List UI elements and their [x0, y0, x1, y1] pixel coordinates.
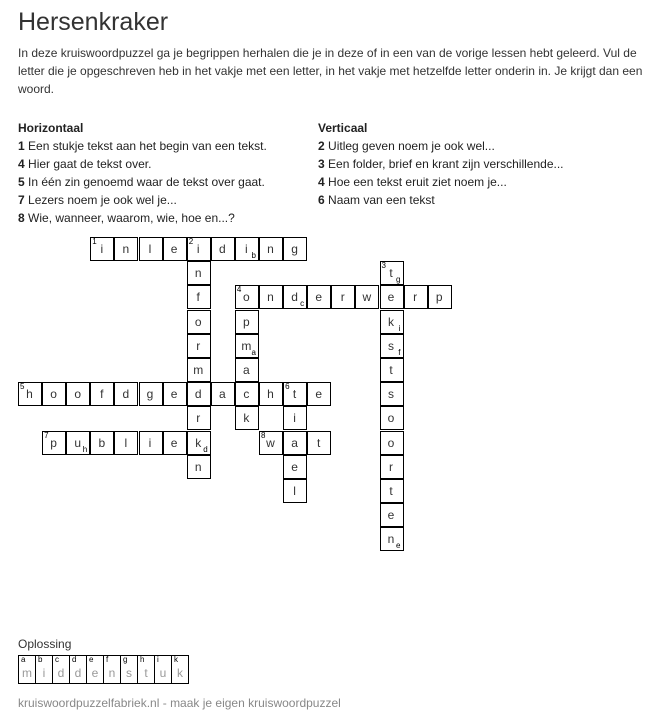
solution-cell-key: h — [140, 655, 145, 664]
clue-text: Wie, wanneer, waarom, wie, hoe en...? — [28, 211, 235, 225]
clue-number-marker: 6 — [285, 382, 290, 392]
cell-letter: i — [100, 242, 105, 256]
crossword-cell[interactable] — [187, 431, 211, 455]
cell-letter: g — [146, 387, 155, 402]
solution-key-marker: b — [251, 251, 256, 260]
cell-letter: n — [194, 459, 203, 474]
crossword-cell[interactable] — [187, 358, 211, 382]
crossword-cell[interactable] — [259, 285, 283, 309]
solution-cell[interactable] — [120, 655, 138, 684]
crossword-cell[interactable] — [139, 382, 163, 406]
cell-letter: e — [170, 435, 179, 450]
cell-letter: h — [26, 387, 34, 402]
crossword-cell[interactable] — [355, 285, 379, 309]
crossword-cell[interactable] — [66, 382, 90, 406]
cell-letter: o — [243, 290, 251, 305]
solution-cell-key: a — [21, 655, 26, 664]
solution-cell[interactable] — [86, 655, 104, 684]
cell-letter: k — [388, 314, 395, 329]
crossword-cell[interactable] — [187, 455, 211, 479]
clue-number-marker: 1 — [92, 237, 97, 246]
solution-cell-letter: t — [144, 666, 148, 680]
cell-letter: b — [98, 435, 107, 450]
crossword-cell[interactable] — [90, 237, 114, 261]
solution-cell-key: f — [106, 655, 109, 664]
crossword-cell[interactable] — [211, 237, 235, 261]
solution-key-marker: g — [396, 275, 401, 285]
clue-text: Hier gaat de tekst over. — [28, 157, 152, 171]
clue-number-marker: 5 — [20, 382, 25, 392]
crossword-cell[interactable] — [259, 382, 283, 406]
cell-letter: l — [148, 242, 153, 256]
clue-number: 2 — [318, 139, 325, 153]
crossword-cell[interactable] — [211, 382, 235, 406]
crossword-cell[interactable] — [235, 237, 259, 261]
cell-letter: r — [196, 338, 202, 353]
cell-letter: p — [50, 435, 58, 450]
cell-letter: e — [315, 290, 324, 305]
crossword-cell[interactable] — [235, 358, 259, 382]
clue-vertical — [318, 191, 618, 209]
clue-number: 4 — [18, 157, 25, 171]
crossword-cell[interactable] — [187, 406, 211, 430]
crossword-cell[interactable] — [42, 431, 66, 455]
vertical-clues — [318, 119, 618, 209]
crossword-cell[interactable] — [66, 431, 90, 455]
solution-cell-letter: e — [91, 666, 99, 680]
solution-cell-letter: k — [177, 666, 183, 680]
crossword-cell[interactable] — [380, 527, 404, 551]
solution-cell-letter: m — [22, 666, 32, 680]
cell-letter: e — [291, 459, 299, 474]
crossword-cell[interactable] — [380, 310, 404, 334]
cell-letter: u — [74, 435, 83, 450]
cell-letter: w — [266, 435, 276, 450]
solution-cell[interactable] — [52, 655, 70, 684]
clue-vertical — [318, 137, 618, 155]
horizontal-clues — [18, 119, 308, 227]
cell-letter: c — [243, 387, 251, 402]
clue-number: 5 — [18, 175, 25, 189]
clue-vertical — [318, 155, 618, 173]
clue-number: 6 — [318, 193, 325, 207]
solution-row — [18, 655, 188, 684]
cell-letter: m — [193, 363, 205, 377]
cell-letter: w — [362, 290, 373, 305]
crossword-cell[interactable] — [283, 285, 307, 309]
cell-letter: n — [267, 290, 275, 305]
crossword-cell[interactable] — [90, 431, 114, 455]
crossword-cell[interactable] — [139, 237, 163, 261]
crossword-cell[interactable] — [235, 285, 259, 309]
clue-number: 8 — [18, 211, 25, 225]
solution-cell[interactable] — [103, 655, 121, 684]
crossword-cell[interactable] — [307, 431, 331, 455]
crossword-cell[interactable] — [380, 261, 404, 285]
cell-letter: r — [413, 290, 419, 305]
clue-number: 3 — [318, 157, 325, 171]
crossword-cell[interactable] — [187, 261, 211, 285]
intro-text: In deze kruiswoordpuzzel ga je begrippen herhalen die je in deze of in een van de vorige lessen hebt geleerd. Vul de letter die je opgeschreven heb in het vakje met een letter, in het vakje met hetzelfde letter onderin in. Je krijgt dan een woord. — [18, 46, 643, 96]
clue-number-marker: 8 — [261, 430, 266, 440]
solution-cell[interactable] — [154, 655, 172, 684]
cell-letter: m — [241, 338, 253, 353]
vertical-heading: Verticaal — [318, 121, 368, 135]
crossword-cell[interactable] — [428, 285, 452, 309]
clue-horizontal — [18, 191, 308, 209]
crossword-cell[interactable] — [283, 237, 307, 261]
cell-letter: d — [218, 242, 227, 256]
clue-number-marker: 3 — [381, 261, 386, 271]
cell-letter: o — [50, 387, 58, 402]
clue-horizontal — [18, 137, 308, 155]
crossword-cell[interactable] — [187, 334, 211, 358]
cell-letter: o — [387, 411, 396, 426]
cell-letter: e — [170, 242, 179, 256]
clue-number-marker: 2 — [188, 237, 194, 246]
crossword-cell[interactable] — [380, 406, 404, 430]
clue-text: Een stukje tekst aan het begin van een tekst. — [28, 139, 267, 153]
solution-cell-key: e — [89, 655, 94, 664]
page-title: Hersenkraker — [18, 8, 169, 36]
cell-letter: t — [317, 435, 322, 450]
crossword-cell[interactable] — [114, 237, 138, 261]
crossword-cell[interactable] — [235, 310, 259, 334]
clue-number: 7 — [18, 193, 25, 207]
cell-letter: s — [388, 387, 395, 402]
solution-cell-key: i — [157, 655, 159, 664]
cell-letter: p — [243, 314, 251, 329]
cell-letter: d — [122, 387, 131, 402]
clue-number-marker: 7 — [44, 430, 49, 440]
crossword-cell[interactable] — [380, 358, 404, 382]
cell-letter: s — [388, 338, 395, 353]
solution-cell-key: d — [72, 655, 77, 664]
crossword-cell[interactable] — [18, 382, 42, 406]
crossword-cell[interactable] — [380, 285, 404, 309]
crossword-cell[interactable] — [235, 334, 259, 358]
crossword-cell[interactable] — [380, 382, 404, 406]
crossword-cell[interactable] — [163, 382, 187, 406]
cell-letter: o — [387, 435, 396, 450]
clue-horizontal — [18, 155, 308, 173]
cell-letter: k — [243, 411, 251, 426]
cell-letter: d — [194, 387, 203, 402]
solution-key-marker: a — [251, 347, 256, 357]
cell-letter: i — [293, 411, 297, 426]
cell-letter: n — [194, 266, 203, 281]
cell-letter: g — [291, 242, 299, 256]
crossword-cell[interactable] — [114, 382, 138, 406]
solution-cell-letter: u — [159, 666, 167, 680]
cell-letter: o — [74, 387, 83, 402]
solution-key-marker: h — [82, 444, 88, 454]
crossword-cell[interactable] — [283, 382, 307, 406]
clue-text: Lezers noem je ook wel je... — [28, 193, 177, 207]
crossword-cell[interactable] — [235, 382, 259, 406]
cell-letter: l — [293, 484, 297, 498]
clue-text: Een folder, brief en krant zijn verschillende... — [328, 157, 564, 171]
clue-number-marker: 4 — [236, 285, 242, 295]
crossword-cell[interactable] — [380, 431, 404, 455]
clue-vertical — [318, 173, 618, 191]
solution-cell-letter: i — [42, 666, 46, 680]
solution-cell[interactable] — [171, 655, 189, 684]
cell-letter: i — [148, 435, 153, 450]
crossword-cell[interactable] — [187, 237, 211, 261]
crossword-cell[interactable] — [187, 310, 211, 334]
horizontal-heading: Horizontaal — [18, 121, 84, 135]
solution-cell-key: k — [174, 655, 178, 664]
clue-text: Naam van een tekst — [328, 193, 435, 207]
cell-letter: f — [196, 290, 201, 305]
cell-letter: i — [196, 242, 201, 256]
crossword-cell[interactable] — [283, 406, 307, 430]
crossword-cell[interactable] — [163, 431, 187, 455]
solution-key-marker: e — [396, 541, 401, 551]
crossword-cell[interactable] — [380, 479, 404, 503]
cell-letter: t — [389, 484, 394, 498]
cell-letter: r — [340, 290, 346, 305]
cell-letter: i — [245, 242, 249, 256]
crossword-cell[interactable] — [114, 431, 138, 455]
clue-horizontal — [18, 173, 308, 191]
solution-cell-letter: n — [108, 666, 116, 680]
cell-letter: e — [170, 387, 179, 402]
cell-letter: k — [195, 435, 203, 450]
crossword-cell[interactable] — [259, 237, 283, 261]
cell-letter: r — [389, 459, 394, 474]
solution-key-marker: c — [300, 299, 305, 309]
cell-letter: e — [387, 508, 396, 523]
crossword-cell[interactable] — [139, 431, 163, 455]
solution-key-marker: f — [398, 347, 401, 357]
crossword-cell[interactable] — [42, 382, 66, 406]
clue-text: In één zin genoemd waar de tekst over gaat. — [28, 175, 265, 189]
clue-text: Hoe een tekst eruit ziet noem je... — [328, 175, 507, 189]
solution-cell[interactable] — [35, 655, 53, 684]
crossword-cell[interactable] — [283, 479, 307, 503]
crossword-cell[interactable] — [283, 455, 307, 479]
cell-letter: a — [291, 435, 299, 450]
clue-horizontal — [18, 209, 308, 227]
crossword-cell[interactable] — [187, 285, 211, 309]
cell-letter: e — [387, 290, 396, 305]
crossword-cell[interactable] — [235, 406, 259, 430]
solution-cell-key: c — [55, 655, 59, 664]
cell-letter: d — [291, 290, 299, 305]
solution-cell[interactable] — [69, 655, 87, 684]
solution-label: Oplossing — [18, 637, 72, 651]
cell-letter: e — [315, 387, 324, 402]
cell-letter: l — [124, 435, 129, 450]
solution-cell-letter: s — [126, 666, 132, 680]
cell-letter: n — [387, 532, 396, 547]
cell-letter: o — [194, 314, 203, 329]
cell-letter: a — [218, 387, 227, 402]
solution-cell[interactable] — [137, 655, 155, 684]
solution-cell-letter: d — [74, 666, 82, 680]
crossword-cell[interactable] — [331, 285, 355, 309]
crossword-cell[interactable] — [380, 334, 404, 358]
solution-cell-key: b — [38, 655, 43, 664]
cell-letter: t — [389, 363, 394, 377]
cell-letter: a — [243, 363, 251, 377]
solution-cell-letter: d — [57, 666, 65, 680]
cell-letter: t — [389, 266, 394, 281]
solution-cell-key: g — [123, 655, 128, 664]
crossword-cell[interactable] — [163, 237, 187, 261]
solution-key-marker: i — [398, 323, 401, 333]
cell-letter: f — [100, 387, 105, 402]
crossword-cell[interactable] — [380, 455, 404, 479]
footer-credit[interactable]: kruiswoordpuzzelfabriek.nl - maak je eigen kruiswoordpuzzel — [18, 696, 341, 710]
crossword-cell[interactable] — [307, 285, 331, 309]
crossword-cell[interactable] — [283, 431, 307, 455]
cell-letter: r — [196, 411, 202, 426]
clue-number: 1 — [18, 139, 25, 153]
crossword-cell[interactable] — [187, 382, 211, 406]
crossword-cell[interactable] — [380, 503, 404, 527]
clue-text: Uitleg geven noem je ook wel... — [328, 139, 495, 153]
crossword-cell[interactable] — [307, 382, 331, 406]
solution-cell[interactable] — [18, 655, 36, 684]
clue-number: 4 — [318, 175, 325, 189]
crossword-cell[interactable] — [404, 285, 428, 309]
cell-letter: n — [122, 242, 131, 256]
crossword-cell[interactable] — [90, 382, 114, 406]
cell-letter: n — [267, 242, 275, 256]
solution-key-marker: d — [203, 444, 208, 454]
cell-letter: t — [292, 387, 298, 402]
cell-letter: h — [267, 387, 275, 402]
crossword-cell[interactable] — [259, 431, 283, 455]
cell-letter: p — [435, 290, 444, 305]
